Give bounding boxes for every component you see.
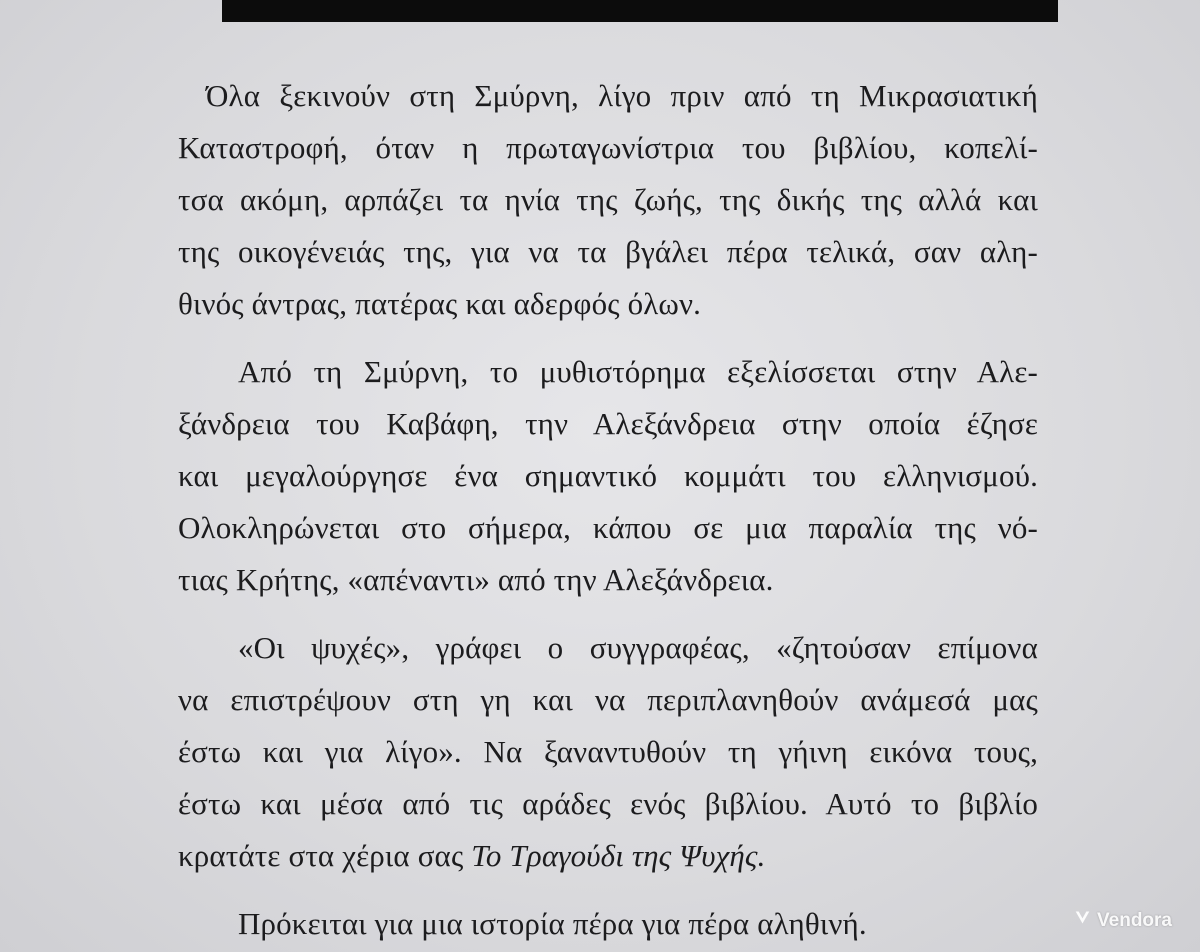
text-line: της οικογένειάς της, για να τα βγάλει πέρα τελικά, σαν αλη- [178, 234, 1038, 269]
text-line-with-title [178, 832, 1038, 880]
text-line: Ολοκληρώνεται στο σήμερα, κάπου σε μια παραλία της νό- [178, 510, 1038, 545]
book-title: Το Τραγούδι της Ψυχής. [471, 838, 766, 873]
text-line: ξάνδρεια του Καβάφη, την Αλεξάνδρεια στην οποία έζησε [178, 406, 1038, 441]
vendora-watermark [1074, 909, 1172, 932]
text-line: τιας Κρήτης, «απέναντι» από την Αλεξάνδρεια. [178, 562, 774, 597]
text-line: Από τη Σμύρνη, το μυθιστόρημα εξελίσσεται στην Αλε- [238, 354, 1038, 389]
text-line: κρατάτε στα χέρια σας [178, 838, 464, 873]
text-line: να επιστρέψουν στη γη και να περιπλανηθούν ανάμεσά μας [178, 682, 1038, 717]
text-line: και μεγαλούργησε ένα σημαντικό κομμάτι του ελληνισμού. [178, 458, 1038, 493]
text-line: Καταστροφή, όταν η πρωταγωνίστρια του βιβλίου, κοπελί- [178, 130, 1038, 165]
text-line: Όλα ξεκινούν στη Σμύρνη, λίγο πριν από τη Μικρασιατική [206, 78, 1038, 113]
text-line: «Οι ψυχές», γράφει ο συγγραφέας, «ζητούσαν επίμονα [238, 630, 1038, 665]
text-line: θινός άντρας, πατέρας και αδερφός όλων. [178, 286, 702, 321]
text-line: έστω και για λίγο». Να ξαναντυθούν τη γήινη εικόνα τους, [178, 734, 1038, 769]
watermark-label: Vendora [1097, 909, 1172, 931]
text-line: τσα ακόμη, αρπάζει τα ηνία της ζωής, της δικής της αλλά και [178, 182, 1038, 217]
cover-top-band [222, 0, 1058, 22]
text-line: έστω και μέσα από τις αράδες ενός βιβλίου. Αυτό το βιβλίο [178, 786, 1038, 821]
vendora-v-icon [1074, 909, 1091, 932]
text-line: Πρόκειται για μια ιστορία πέρα για πέρα αληθινή. [238, 906, 867, 941]
